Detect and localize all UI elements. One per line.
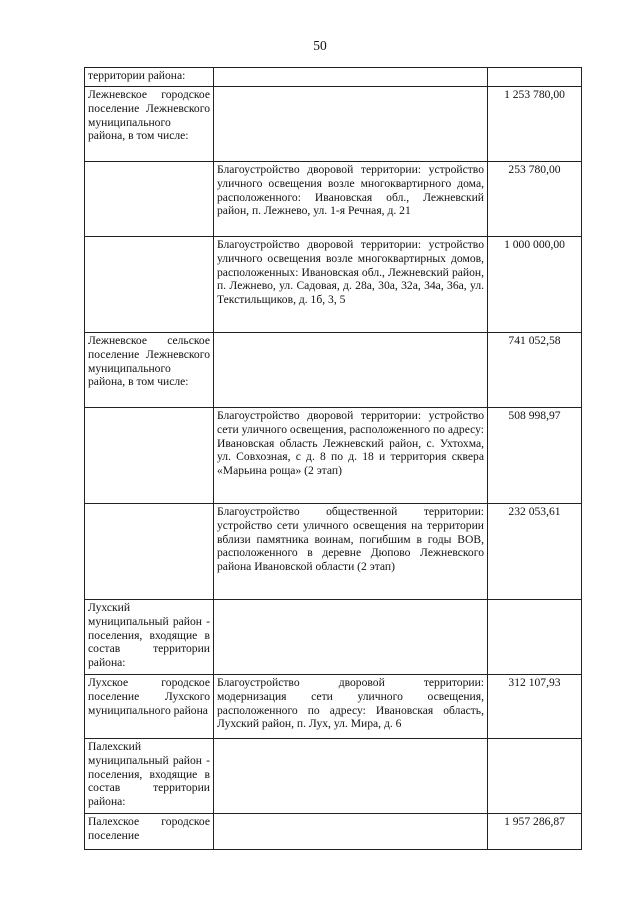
description-cell — [214, 237, 488, 333]
description-cell — [214, 408, 488, 504]
description-cell — [214, 675, 488, 739]
amount-cell: 1 000 000,00 — [488, 237, 582, 333]
page-number: 50 — [313, 38, 327, 53]
table-row — [85, 814, 582, 850]
description-cell — [214, 814, 488, 850]
amount-cell: 741 052,58 — [488, 333, 582, 408]
description-text: Благоустройство дворовой территории: устройство уличного освещения возле многоквартирного дома, расположенного: Ивановская обл., Лежневский район, п. Лежнево, ул. 1-я Речная, д. 21 — [217, 163, 484, 218]
table-row — [85, 739, 582, 814]
amount-cell: 1 957 286,87 — [488, 814, 582, 850]
description-text: Благоустройство дворовой территории: устройство уличного освещения возле многоквартирных домов, расположенных: Ивановская обл., Лежневский район, п. Лежнево, ул. Садовая, д. 28а, 30а, 32а, 34а, 36а, ул. Текстильщиков, д. 1б, 3, 5 — [217, 238, 484, 307]
description-text: Благоустройство дворовой территории: модернизация сети уличного освещения, расположенного по адресу: Ивановская область, Лухский район, п. Лух, ул. Мира, д. 6 — [217, 676, 484, 731]
territory-cell: Лухский муниципальный район - поселения, входящие в состав территории района: — [85, 600, 214, 675]
amount-cell — [488, 739, 582, 814]
territory-cell: Лежневское сельское поселение Лежневского муниципального района, в том числе: — [85, 333, 214, 408]
table-row — [85, 408, 582, 504]
amount-cell: 253 780,00 — [488, 162, 582, 237]
territory-cell — [85, 237, 214, 333]
table-row — [85, 333, 582, 408]
amount-cell: 232 053,61 — [488, 504, 582, 600]
table-row — [85, 600, 582, 675]
table-row — [85, 87, 582, 162]
territory-cell — [85, 408, 214, 504]
description-cell — [214, 600, 488, 675]
territory-cell — [85, 504, 214, 600]
amount-cell: 1 253 780,00 — [488, 87, 582, 162]
amount-cell: 312 107,93 — [488, 675, 582, 739]
description-cell — [214, 87, 488, 162]
funding-table — [84, 67, 582, 850]
description-text: Благоустройство общественной территории: устройство сети уличного освещения на территории вблизи памятника воинам, погибшим в годы ВОВ, расположенного в деревне Дюпово Лежневского района Ивановской области (2 этап) — [217, 505, 484, 574]
table-row — [85, 675, 582, 739]
territory-cell: Палехское городское поселение — [85, 814, 214, 850]
description-cell — [214, 162, 488, 237]
description-cell — [214, 504, 488, 600]
table-row — [85, 237, 582, 333]
description-cell — [214, 68, 488, 87]
description-cell — [214, 333, 488, 408]
territory-cell: Лежневское городское поселение Лежневского муниципального района, в том числе: — [85, 87, 214, 162]
territory-cell — [85, 162, 214, 237]
description-cell — [214, 739, 488, 814]
territory-cell: Палехский муниципальный район - поселения, входящие в состав территории района: — [85, 739, 214, 814]
table-row — [85, 68, 582, 87]
territory-cell: Лухское городское поселение Лухского муниципального района — [85, 675, 214, 739]
table-row — [85, 162, 582, 237]
table-row — [85, 504, 582, 600]
territory-cell: территории района: — [85, 68, 214, 87]
description-text: Благоустройство дворовой территории: устройство сети уличного освещения, расположенного по адресу: Ивановская область Лежневский район, с. Ухтохма, ул. Совхозная, с д. 8 по д. 18 и территория сквера «Марьина роща» (2 этап) — [217, 409, 484, 478]
amount-cell — [488, 600, 582, 675]
amount-cell: 508 998,97 — [488, 408, 582, 504]
amount-cell — [488, 68, 582, 87]
